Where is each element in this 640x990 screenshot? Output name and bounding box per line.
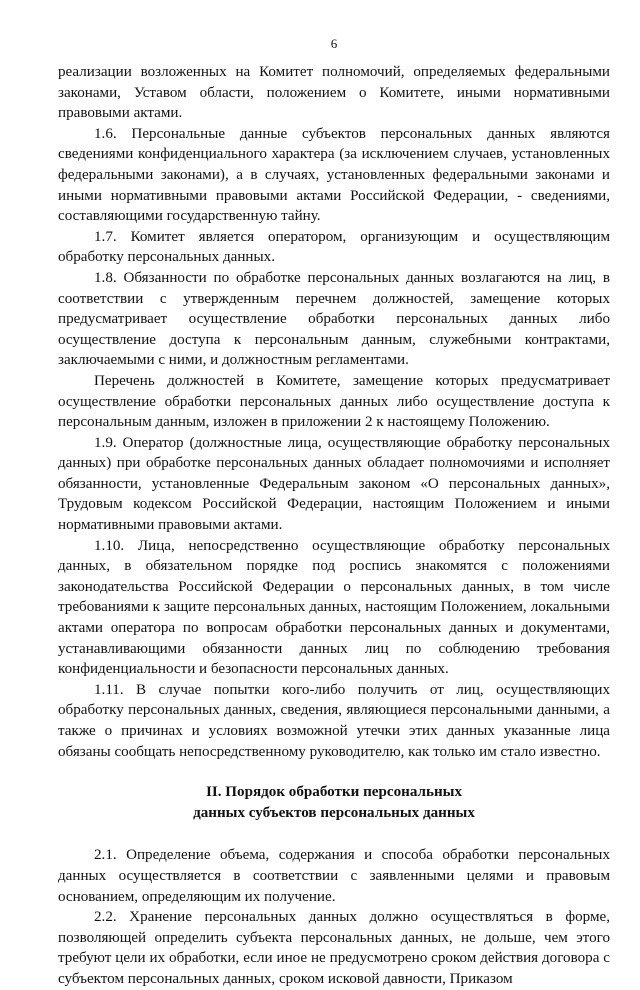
paragraph-1-11: 1.11. В случае попытки кого-либо получить от лиц, осуществляющих обработку персональных данных, сведения, являющиеся персональными данными, а также о причинах и условиях возможной утечки этих данных указанные лица обязаны сообщать непосредственному руководителю, как только им стало известно. [58, 681, 610, 760]
paragraph-1-7: 1.7. Комитет является оператором, организующим и осуществляющим обработку персональных данных. [58, 228, 610, 266]
section-heading-line-1: II. Порядок обработки персональных [206, 784, 462, 801]
section-heading [58, 782, 610, 823]
paragraph-1-6: 1.6. Персональные данные субъектов персональных данных являются сведениями конфиденциального характера (за исключением случаев, установленных федеральными законами), а в случаях, установленных федеральными законами и иными нормативными правовыми актами Российской Федерации, - сведениями, составляющими государственную тайну. [58, 125, 610, 225]
paragraph-1-8: 1.8. Обязанности по обработке персональных данных возлагаются на лиц, в соответствии с утвержденным перечнем должностей, замещение которых предусматривает осуществление обработки персональных данных либо осуществление доступа к персональным данным, служебными контрактами, заключаемыми с ними, и должностным регламентами. [58, 269, 610, 369]
paragraph-1-10: 1.10. Лица, непосредственно осуществляющие обработку персональных данных, в обязательном порядке под роспись знакомятся с положениями законодательства Российской Федерации о персональных данных, в том числе требованиями к защите персональных данных, настоящим Положением, локальными актами оператора по вопросам обработки персональных данных и документами, устанавливающими обязанности данных лиц по соблюдению требования конфиденциальности и безопасности персональных данных. [58, 537, 610, 678]
paragraph-continuation: реализации возложенных на Комитет полномочий, определяемых федеральными законами, Уставом области, положением о Комитете, иными нормативными правовыми актами. [58, 64, 610, 122]
paragraph-positions-list: Перечень должностей в Комитете, замещение которых предусматривает осуществление обработки персональных данных либо осуществление доступа к персональным данным, изложен в приложении 2 к настоящему Положению. [58, 372, 610, 431]
paragraph-1-9: 1.9. Оператор (должностные лица, осуществляющие обработку персональных данных) при обработке персональных данных обладает полномочиями и исполняет обязанности, установленные Федеральным законом «О персональных данных», Трудовым кодексом Российской Федерации, настоящим Положением и иными нормативными правовыми актами. [58, 434, 610, 534]
paragraph-2-2: 2.2. Хранение персональных данных должно осуществляться в форме, позволяющей определить субъекта персональных данных, не дольше, чем этого требуют цели их обработки, если иное не предусмотрено сроком действия договора с субъектом персональных данных, сроком исковой давности, Приказом [58, 909, 610, 987]
paragraph-2-1: 2.1. Определение объема, содержания и способа обработки персональных данных осуществляется в соответствии с заявленными целями и правовым основанием, определяющим их получение. [58, 847, 610, 905]
page-number: 6 [330, 36, 338, 51]
document-page [58, 36, 610, 990]
section-heading-line-2: данных субъектов персональных данных [193, 804, 475, 821]
